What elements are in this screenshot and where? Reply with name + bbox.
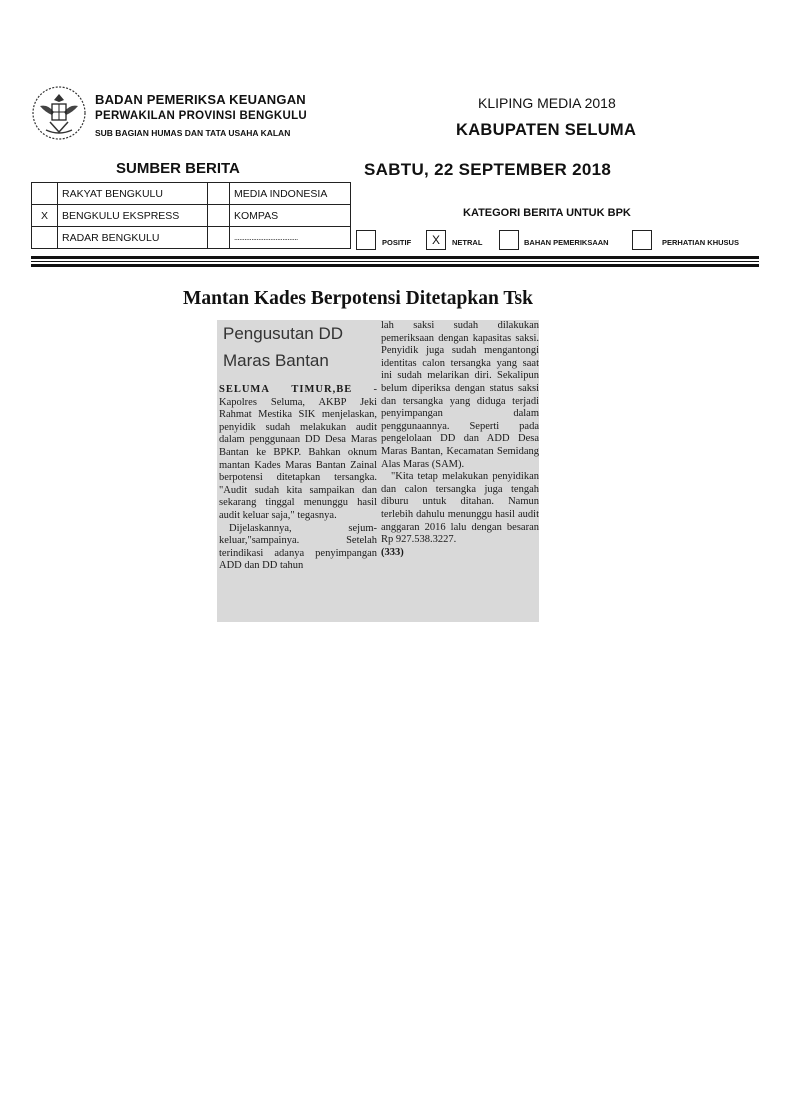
sources-title: SUMBER BERITA [116,160,240,177]
article-paragraph: Dijelaskannya, sejum-keluar,"sampainya. Setelah terindikasi adanya penyimpangan ADD dan DD tahun [219,522,377,572]
source-name: MEDIA INDONESIA [230,183,351,205]
category-checkbox-bahan[interactable] [499,230,519,250]
kabupaten-title: KABUPATEN SELUMA [456,121,637,139]
article-subhead: Pengusutan DD Maras Bantan [223,324,344,370]
article-dateline: SELUMA TIMUR,BE [219,384,353,395]
category-label: NETRAL [452,238,483,247]
source-name: ..................................... [230,227,351,249]
source-mark [32,227,58,249]
org-branch: PERWAKILAN PROVINSI BENGKULU [95,110,308,122]
source-row [32,227,351,249]
garuda-logo [30,84,88,142]
source-row [32,183,351,205]
news-clipping [217,320,539,622]
source-mark [32,183,58,205]
source-row [32,205,351,227]
source-mark [208,183,230,205]
article-paragraph: lah saksi sudah dilakukan pemeriksaan dengan kapasitas saksi. Penyidik juga sudah mengantongi identitas calon tersangka yang saat ini sudah melarikan diri. Sekalipun belum diperiksa dengan status saksi dan tersangka yang diduga terjadi penyimpangan dalam penggunaannya. Seperti pada pengelolaan DD dan ADD Desa Maras Bantan, Kecamatan Semidang Alas Maras (SAM). [381,320,539,470]
org-name: BADAN PEMERIKSA KEUANGAN [95,92,306,107]
article-column-2 [381,320,539,559]
article-headline: Mantan Kades Berpotensi Ditetapkan Tsk [183,288,533,309]
kliping-title: KLIPING MEDIA 2018 [478,95,616,111]
category-label: PERHATIAN KHUSUS [662,238,739,247]
article-paragraph [219,384,377,523]
source-name: KOMPAS [230,205,351,227]
source-name: BENGKULU EKSPRESS [58,205,208,227]
issue-date: SABTU, 22 SEPTEMBER 2018 [364,160,612,179]
divider [31,261,759,262]
source-mark: X [32,205,58,227]
category-title: KATEGORI BERITA UNTUK BPK [463,207,631,219]
sources-table [31,182,351,249]
article-paragraph: "Kita tetap melakukan penyidikan dan calon tersangka juga tengah diburu untuk ditahan. Namun terlebih dahulu menunggu hasil audit anggaran 2016 lalu dengan besaran Rp 927.538.3227. [381,471,539,546]
divider [31,256,759,259]
category-checkbox-positif[interactable] [356,230,376,250]
article-text: - Kapolres Seluma, AKBP Jeki Rahmat Mestika SIK menjelaskan, penyidik sudah melakukan audit dalam penggunaan DD Desa Maras Bantan ke BPKP. Bahkan oknum mantan Kades Maras Bantan Zainal berpotensi ditetapkan tersangka. "Audit sudah kita sampaikan dan sekarang tinggal menunggu hasil audit keluar saja," tegasnya. [219,384,378,521]
source-mark [208,205,230,227]
org-division: SUB BAGIAN HUMAS DAN TATA USAHA KALAN [95,128,291,138]
source-name: RADAR BENGKULU [58,227,208,249]
category-checkbox-netral[interactable]: X [426,230,446,250]
divider [31,264,759,267]
source-mark [208,227,230,249]
category-checkbox-perhatian[interactable] [632,230,652,250]
category-label: POSITIF [382,238,412,247]
category-label: BAHAN PEMERIKSAAN [524,238,609,247]
source-name: RAKYAT BENGKULU [58,183,208,205]
article-column-1 [219,320,377,573]
article-code: (333) [381,546,404,558]
